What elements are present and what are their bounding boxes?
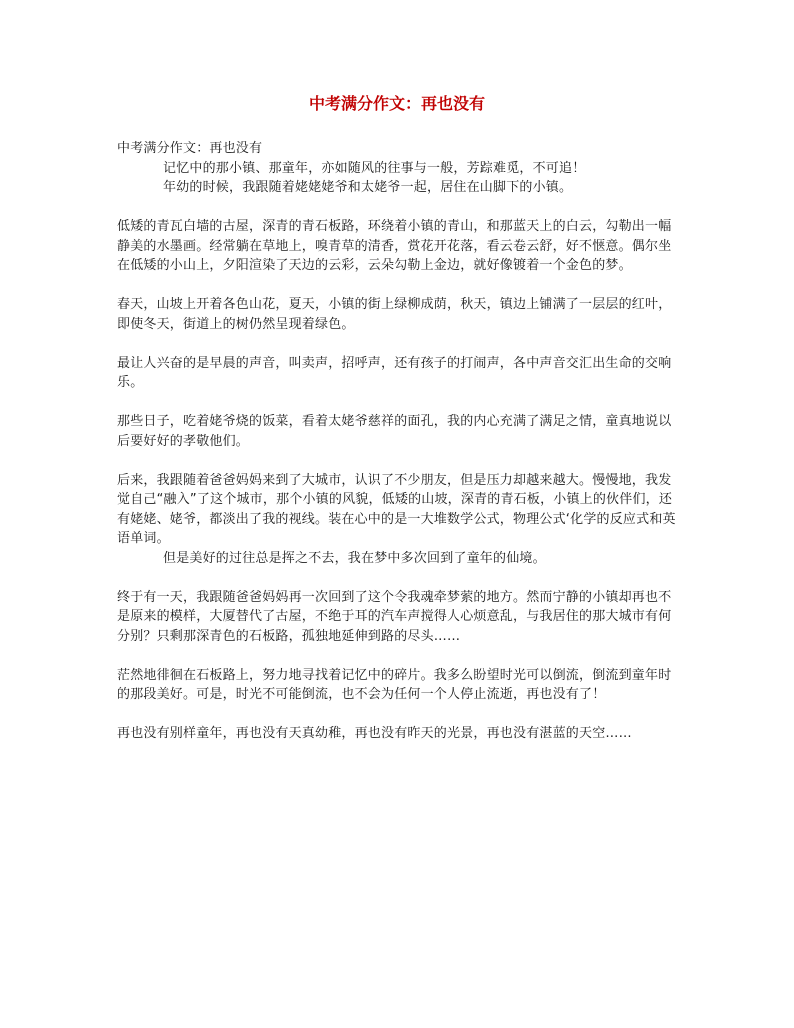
paragraph-morning-sounds: 最让人兴奋的是早晨的声音，叫卖声，招呼声，还有孩子的打闹声，各中声音交汇出生命的交响乐。 (117, 355, 672, 390)
paragraph-dream: 但是美好的过往总是挥之不去，我在梦中多次回到了童年的仙境。 (163, 550, 546, 566)
paragraph-gap (117, 451, 683, 471)
document-title: 中考满分作文：再也没有 (308, 94, 485, 113)
paragraph-return: 终于有一天，我跟随爸爸妈妈再一次回到了这个令我魂牵梦萦的地方。然而宁静的小镇却再也不是原来的模样，大厦替代了古屋，不绝于耳的汽车声搅得人心烦意乱，与我居住的那大城市有何分别？只剩那深青色的石板路，孤独地延伸到路的尽头…… (117, 589, 672, 644)
paragraph-heading: 中考满分作文：再也没有 (117, 141, 263, 156)
paragraph-intro: 记忆中的那小镇、那童年，亦如随风的往事与一般，芳踪难觅，不可追！ (163, 160, 586, 176)
paragraph-gap (117, 705, 683, 725)
paragraph-wander: 茫然地徘徊在石板路上，努力地寻找着记忆中的碎片。我多么盼望时光可以倒流，倒流到童年时的那段美好。可是，时光不可能倒流，也不会为任何一个人停止流逝，再也没有了！ (117, 667, 672, 702)
paragraph-childhood: 年幼的时候，我跟随着姥姥姥爷和太姥爷一起，居住在山脚下的小镇。 (163, 180, 573, 195)
paragraph-gap (117, 198, 683, 218)
paragraph-gap (117, 646, 683, 666)
paragraph-town-scene: 低矮的青瓦白墙的古屋，深青的青石板路，环绕着小镇的青山，和那蓝天上的白云，勾勒出一幅静美的水墨画。经常躺在草地上，嗅青草的清香，赏花开花落，看云卷云舒，好不惬意。偶尔坐在低矮的小山上，夕阳渲染了天边的云彩，云朵勾勒上金边，就好像镀着一个金色的梦。 (117, 219, 672, 273)
document-body (117, 139, 683, 744)
paragraph-gap (117, 334, 683, 354)
paragraph-gap (117, 568, 683, 588)
paragraph-seasons: 春天，山坡上开着各色山花，夏天，小镇的街上绿柳成荫，秋天，镇边上铺满了一层层的红叶，即使冬天，街道上的树仍然呈现着绿色。 (117, 297, 672, 332)
paragraph-those-days: 那些日子，吃着姥爷烧的饭菜，看着太姥爷慈祥的面孔，我的内心充满了满足之情，童真地说以后要好好的孝敬他们。 (117, 414, 672, 449)
paragraph-big-city: 后来，我跟随着爸爸妈妈来到了大城市，认识了不少朋友，但是压力却越来越大。慢慢地，我发觉自己“融入”了这个城市，那个小镇的风貌，低矮的山坡，深青的青石板，小镇上的伙伴们，还有姥姥、姥爷，都淡出了我的视线。装在心中的是一大堆数学公式，物理公式‘化学的反应式和英语单词。 (117, 472, 676, 546)
paragraph-gap (117, 393, 683, 413)
paragraph-gap (117, 276, 683, 296)
paragraph-closing: 再也没有别样童年，再也没有天真幼稚，再也没有昨天的光景，再也没有湛蓝的天空…… (117, 726, 632, 741)
